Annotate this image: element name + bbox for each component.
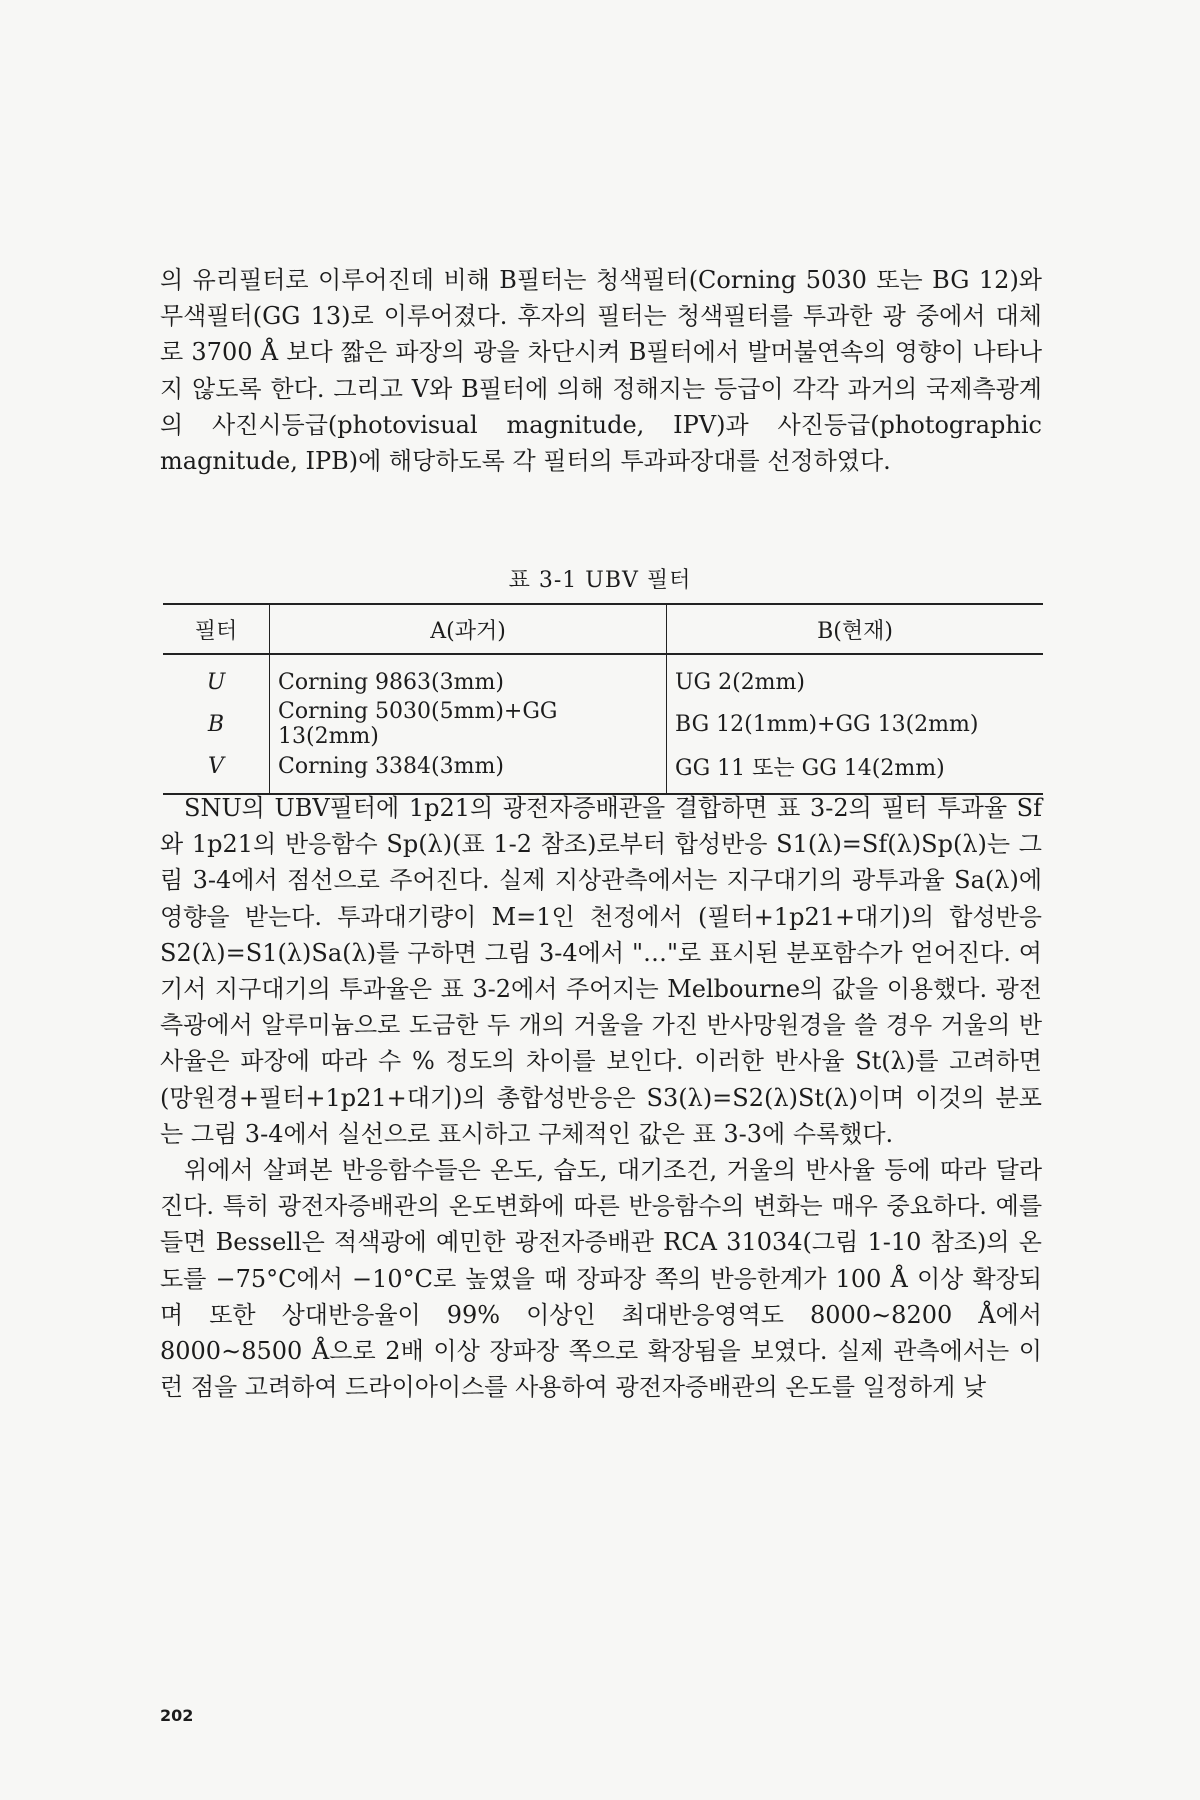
filter-name-cell: U [163, 654, 270, 699]
intro-paragraph: 의 유리필터로 이루어진데 비해 B필터는 청색필터(Corning 5030 또는 BG 12)와 무색필터(GG 13)로 이루어졌다. 후자의 필터는 청색필터를 투과한 광 중에서 대체로 3700 Å 보다 짧은 파장의 광을 차단시켜 B필터에서 발머불연속의 영향이 나타나지 않도록 한다. 그리고 V와 B필터에 의해 정해지는 등급이 각각 과거의 국제측광계의 사진시등급(photovisual magnitude, IPV)과 사진등급(photographic magnitude, IPB)에 해당하도록 각 필터의 투과파장대를 선정하였다. [160, 266, 1042, 476]
present-filter-cell: GG 11 또는 GG 14(2mm) [675, 755, 945, 781]
filter-name-cell: V [163, 749, 270, 794]
paragraph-temperature-effect: 위에서 살펴본 반응함수들은 온도, 습도, 대기조건, 거울의 반사율 등에 따라 달라진다. 특히 광전자증배관의 온도변화에 따른 반응함수의 변화는 매우 중요하다. 예를 들면 Bessell은 적색광에 예민한 광전자증배관 RCA 31034(그림 1-10 참조)의 온도를 −75°C에서 −10°C로 높였을 때 장파장 쪽의 반응한계가 100 Å 이상 확장되며 또한 상대반응율이 99% 이상인 최대반응영역도 8000∼8200 Å에서 8000∼8500 Å으로 2배 이상 장파장 쪽으로 확장됨을 보였다. 실제 관측에서는 이런 점을 고려하여 드라이아이스를 사용하여 광전자증배관의 온도를 일정하게 낮 [160, 1156, 1042, 1402]
header-filter: 필터 [163, 604, 270, 654]
header-past: A(과거) [270, 604, 667, 654]
table-header-row [163, 604, 1043, 654]
header-present: B(현재) [667, 604, 1044, 654]
body-text [160, 790, 1042, 1405]
past-filter-cell: Corning 9863(3mm) [270, 654, 667, 699]
filter-table [163, 603, 1043, 795]
table-row [163, 699, 1043, 749]
past-filter-cell: Corning 3384(3mm) [270, 749, 667, 794]
present-filter-cell: UG 2(2mm) [675, 669, 805, 695]
past-filter-cell: Corning 5030(5mm)+GG 13(2mm) [270, 699, 667, 749]
table-caption: 표 3-1 UBV 필터 [508, 568, 692, 593]
filter-name-cell: B [163, 699, 270, 749]
page-number: 202 [160, 1706, 194, 1725]
table-row [163, 749, 1043, 794]
present-filter-cell: BG 12(1mm)+GG 13(2mm) [675, 711, 979, 737]
table-row [163, 654, 1043, 699]
paragraph-response-function: SNU의 UBV필터에 1p21의 광전자증배관을 결합하면 표 3-2의 필터 투과율 Sf와 1p21의 반응함수 Sp(λ)(표 1-2 참조)로부터 합성반응 S1(λ)=Sf(λ)Sp(λ)는 그림 3-4에서 점선으로 주어진다. 실제 지상관측에서는 지구대기의 광투과율 Sa(λ)에 영향을 받는다. 투과대기량이 M=1인 천정에서 (필터+1p21+대기)의 합성반응 S2(λ)=S1(λ)Sa(λ)를 구하면 그림 3-4에서 "…"로 표시된 분포함수가 얻어진다. 여기서 지구대기의 투과율은 표 3-2에서 주어지는 Melbourne의 값을 이용했다. 광전측광에서 알루미늄으로 도금한 두 개의 거울을 가진 반사망원경을 쓸 경우 거울의 반사율은 파장에 따라 수 % 정도의 차이를 보인다. 이러한 반사율 St(λ)를 고려하면 (망원경+필터+1p21+대기)의 총합성반응은 S3(λ)=S2(λ)St(λ)이며 이것의 분포는 그림 3-4에서 실선으로 표시하고 구체적인 값은 표 3-3에 수록했다. [160, 794, 1042, 1148]
